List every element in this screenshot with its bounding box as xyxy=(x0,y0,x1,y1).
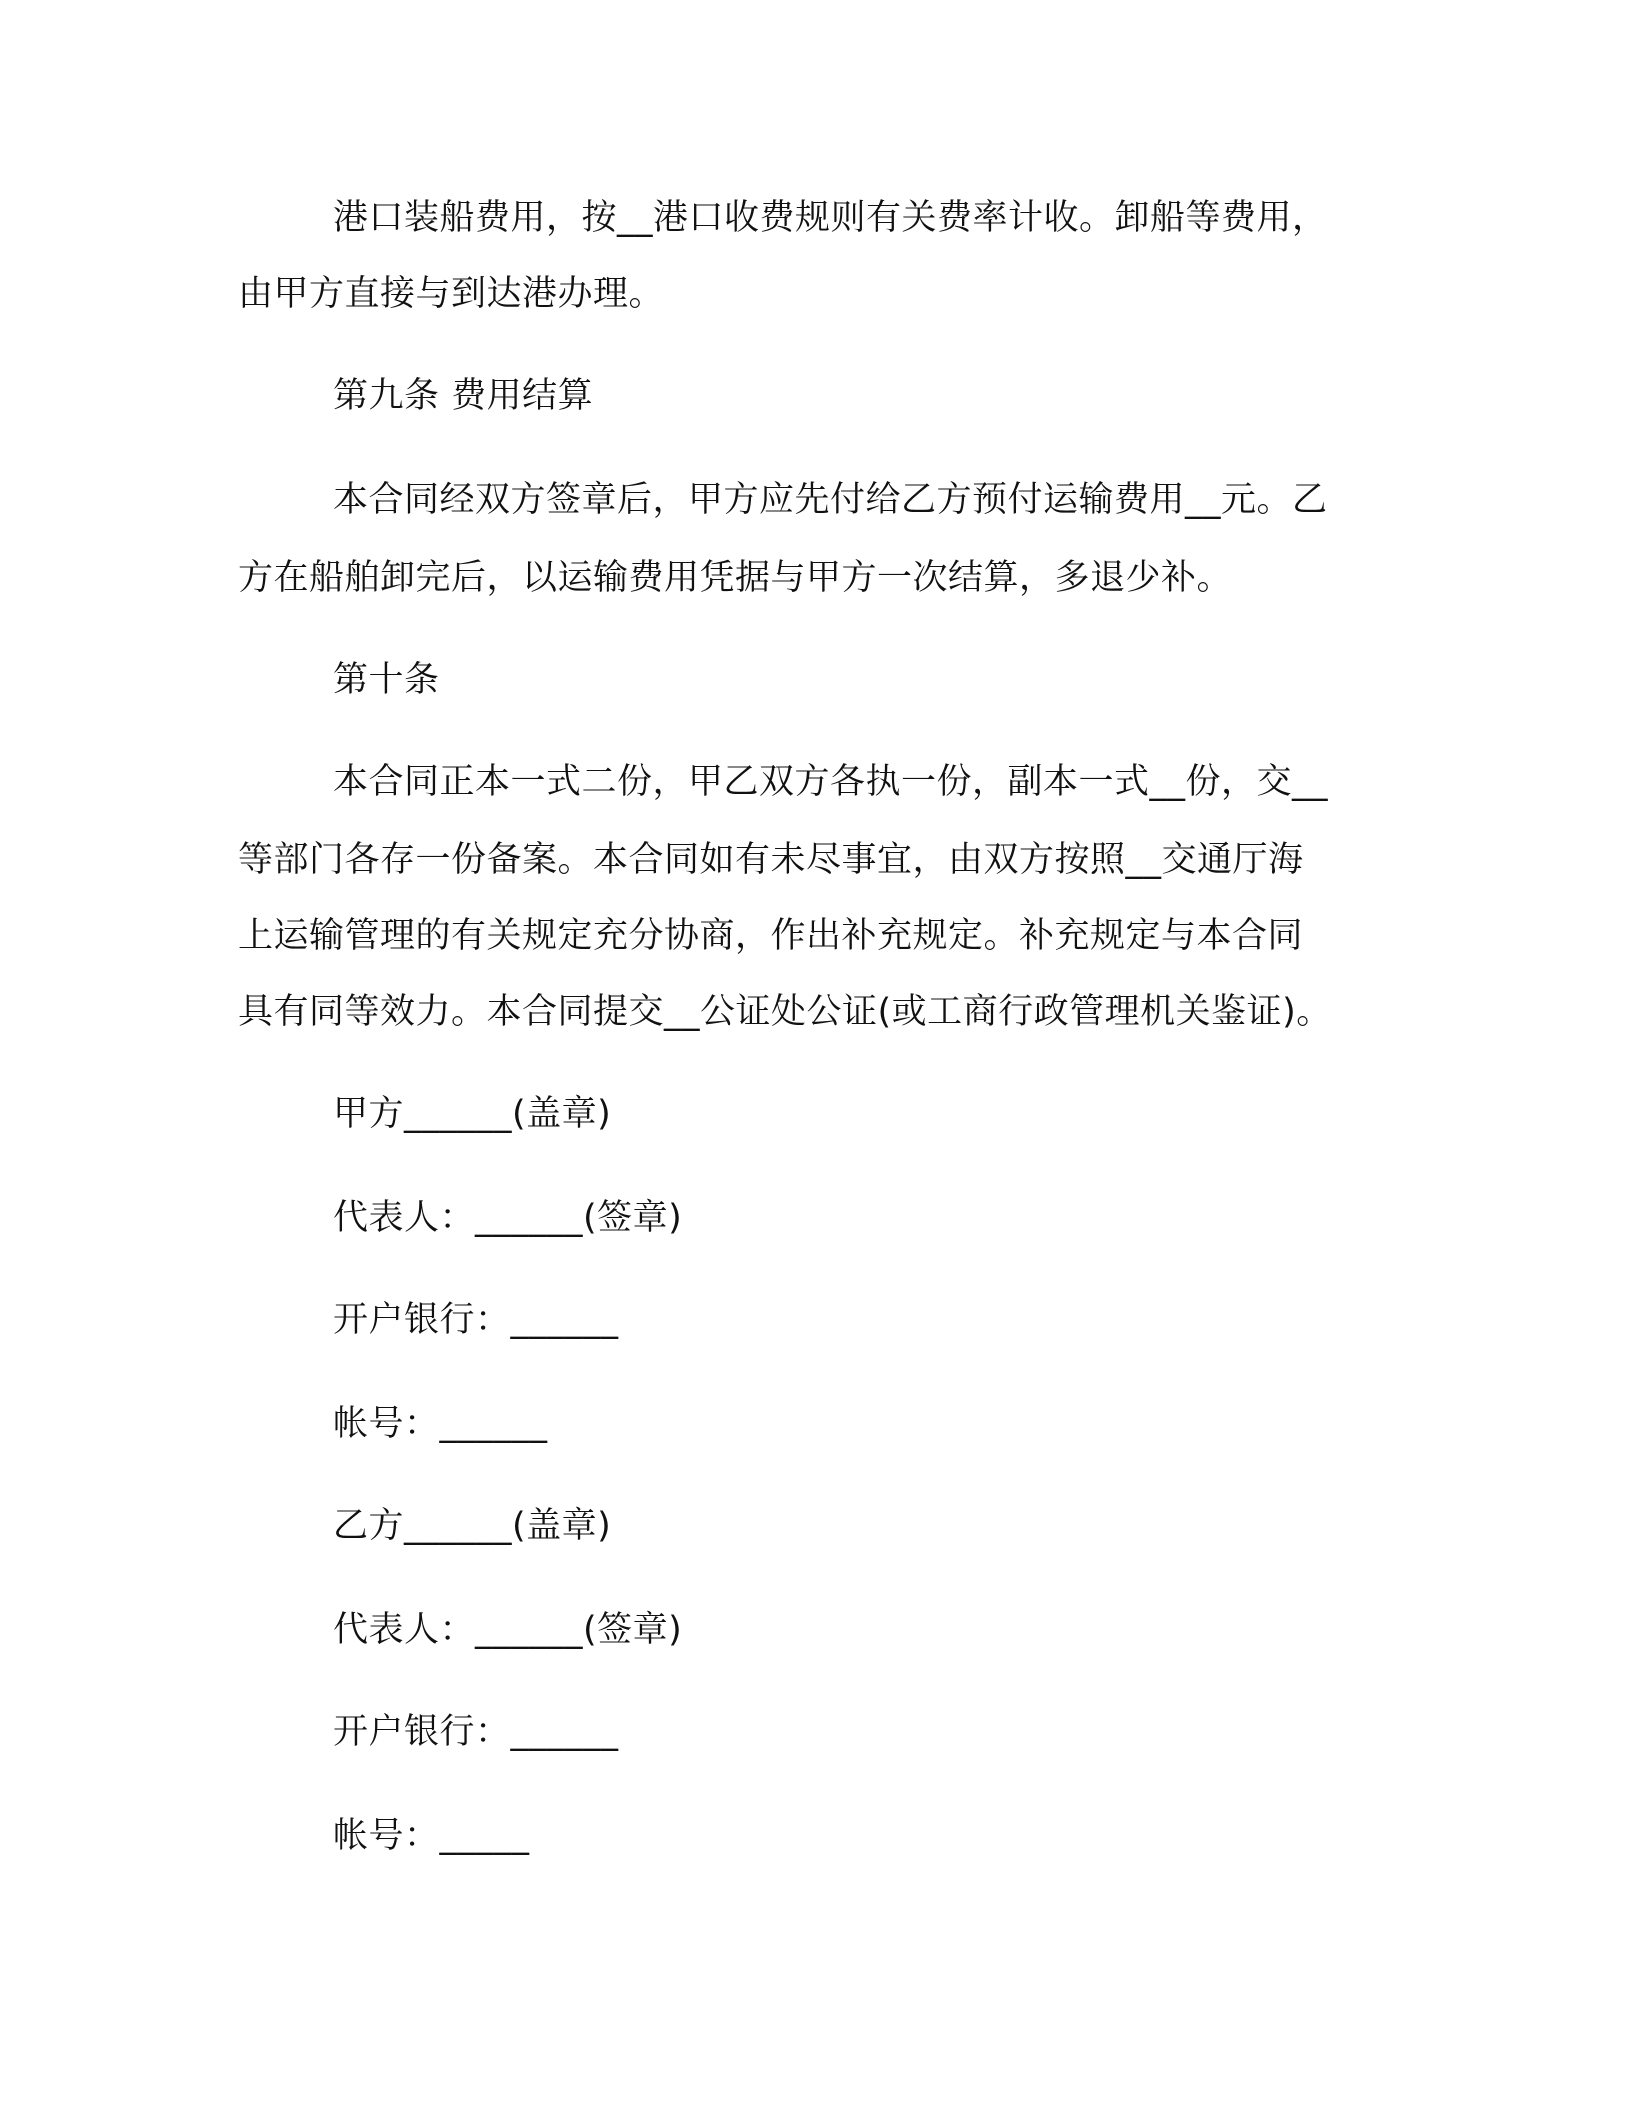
article-10-line-2: 等部门各存一份备案。本合同如有未尽事宜，由双方按照__交通厅海 xyxy=(238,840,1304,880)
party-b-representative: 代表人：______(签章) xyxy=(333,1610,683,1650)
party-a-bank: 开户银行：______ xyxy=(333,1300,619,1340)
article-9-line-2: 方在船舶卸完后，以运输费用凭据与甲方一次结算，多退少补。 xyxy=(238,558,1233,598)
party-b-name: 乙方______(盖章) xyxy=(333,1506,612,1546)
party-b-bank: 开户银行：______ xyxy=(333,1712,619,1752)
article-10-line-4: 具有同等效力。本合同提交__公证处公证(或工商行政管理机关鉴证)。 xyxy=(238,992,1332,1032)
party-a-representative: 代表人：______(签章) xyxy=(333,1198,683,1238)
article-9-line-1: 本合同经双方签章后，甲方应先付给乙方预付运输费用__元。乙 xyxy=(333,480,1328,520)
port-fees-line-1: 港口装船费用，按__港口收费规则有关费率计收。卸船等费用， xyxy=(333,198,1328,238)
article-10-line-1: 本合同正本一式二份，甲乙双方各执一份，副本一式__份，交__ xyxy=(333,762,1329,802)
port-fees-line-2: 由甲方直接与到达港办理。 xyxy=(238,274,665,314)
article-10-line-3: 上运输管理的有关规定充分协商，作出补充规定。补充规定与本合同 xyxy=(238,916,1304,956)
article-10-heading: 第十条 xyxy=(333,660,440,700)
article-9-heading: 第九条 费用结算 xyxy=(333,376,594,416)
party-a-account: 帐号：______ xyxy=(333,1404,548,1444)
party-b-account: 帐号：_____ xyxy=(333,1816,530,1856)
party-a-name: 甲方______(盖章) xyxy=(333,1094,612,1134)
